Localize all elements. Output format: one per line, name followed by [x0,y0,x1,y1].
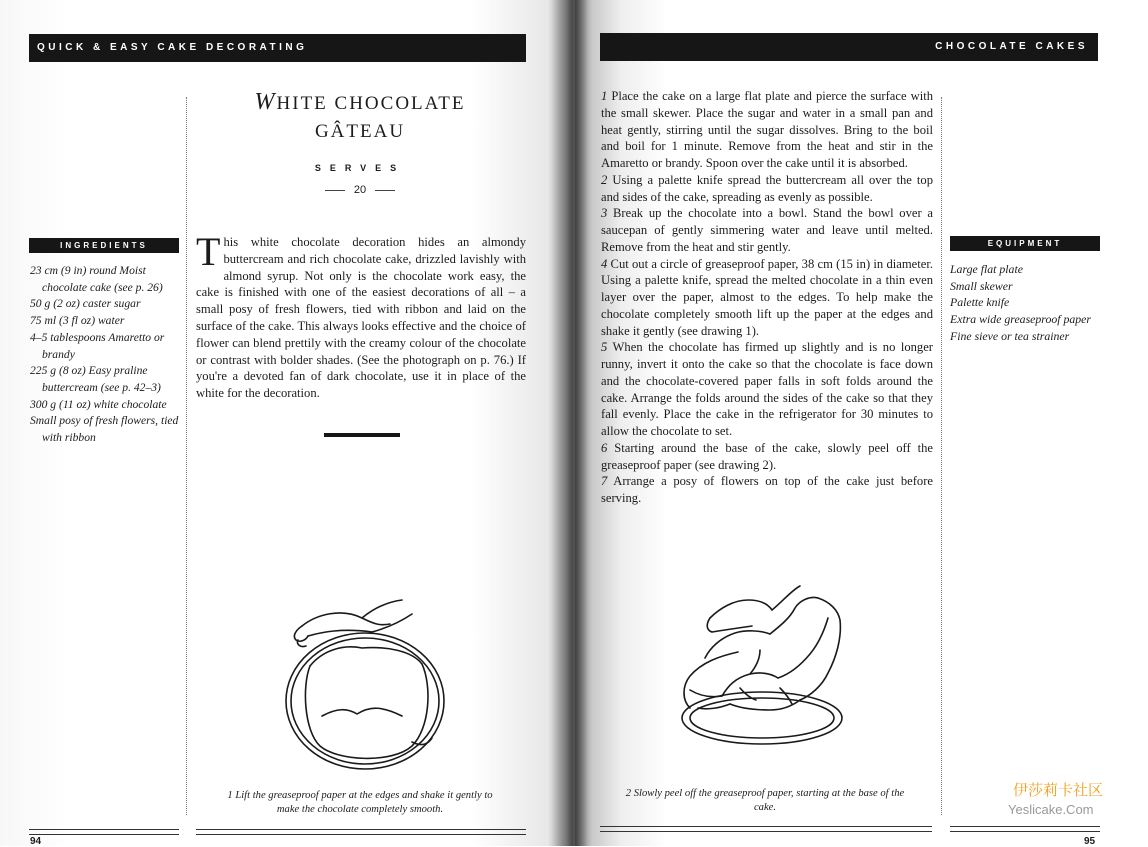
method-step: 1 Place the cake on a large flat plate and pierce the surface with the small skewer. Place the sugar and water in a small pan and heat gently, stirring until the sugar dissolves. Bring to the boil and boil for 1 minute. Remove from the heat and stir in the Amaretto or brandy. Spoon over the cake until it is absorbed. [601,89,933,170]
equipment-list [950,261,1100,345]
caption-drawing-2: 2 Slowly peel off the greaseproof paper, starting at the base of the cake. [625,788,905,813]
ingredient-item: Small posy of fresh flowers, tied with ribbon [30,414,179,445]
caption-drawing-1: 1 Lift the greaseproof paper at the edges and shake it gently to make the chocolate completely smooth. [227,790,493,815]
serves-dash-left [325,190,345,191]
intro-drop-cap: T [196,229,221,274]
ingredient-item: 23 cm (9 in) round Moist chocolate cake (see p. 26) [30,264,163,294]
footer-rule-equipment [950,826,1100,832]
method-step: 7 Arrange a posy of flowers on top of the cake just before serving. [601,474,933,505]
footer-rule-left-main [196,829,526,835]
title-initial: W [254,89,277,115]
recipe-title [195,88,525,146]
page-number-left: 94 [30,836,42,847]
ingredients-list [30,263,180,447]
method-steps [601,88,933,507]
intro-text: his white chocolate decoration hides an almondy buttercream and rich chocolate cake, drizzled lavishly with almond syrup. Not only is the chocolate work easy, the cake is finished with one of the easiest decorations of all – a small posy of fresh flowers, tied with ribbon and laid on the surface of the cake. This always looks effective and the choice of flower can blend prettily with the creamy colour of the chocolate or contrast with bolder shades. (See the photograph on p. 76.) If you're a devoted fan of dark chocolate, use it in place of the white for the decoration. [196,235,526,401]
ingredient-item: 300 g (11 oz) white chocolate [30,397,167,411]
watermark-url: Yeslicake.Com [1008,802,1094,817]
equipment-item: Palette knife [950,295,1010,310]
watermark-chinese: 伊莎莉卡社区 [1013,781,1104,799]
method-step: 6 Starting around the base of the cake, slowly peel off the greaseproof paper (see drawing 2). [601,440,933,472]
method-step: 3 Break up the chocolate into a bowl. Stand the bowl over a saucepan of gently simmering water and leave until melted. Remove from the heat and stir gently. [601,206,933,254]
section-divider [324,433,400,437]
method-step: 2 Using a palette knife spread the buttercream all over the top and sides of the cake, spreading as evenly as possible. [601,172,933,204]
method-step: 4 Cut out a circle of greaseproof paper, 38 cm (15 in) in diameter. Using a palette knife, spread the melted chocolate in a thin even layer over the paper, almost to the edges. To help make the chocolate completely smooth lift up the paper at the edges and shake it gently (see drawing 1). [601,256,933,338]
page-number-right: 95 [1084,836,1096,847]
ingredient-item: 75 ml (3 fl oz) water [30,314,125,328]
serves-count-row [195,184,525,196]
ingredient-item: 50 g (2 oz) caster sugar [30,297,141,311]
title-line-1: HITE CHOCOLATE [276,93,466,114]
ingredients-heading: INGREDIENTS [29,238,179,253]
running-head-left: QUICK & EASY CAKE DECORATING [29,34,526,62]
serves-dash-right [375,190,395,191]
equipment-item: Fine sieve or tea strainer [950,328,1070,343]
intro-paragraph [196,229,526,402]
footer-rule-right-main [600,826,932,832]
column-rule-right [941,97,942,815]
drawing-2-peeling-paper-illustration [660,578,870,758]
method-step: 5 When the chocolate has firmed up slightly and is no longer runny, invert it onto the cake so that the chocolate is face down and the chocolate-covered paper falls in soft folds around the cake. Arrange the folds around the sides of the cake so that they fall evenly. Place the cake in the refrigerator for 30 minutes to allow the chocolate to set. [601,340,934,438]
serves-label: SERVES [314,163,406,173]
footer-rule-ingredients [29,829,179,835]
ingredient-item: 225 g (8 oz) Easy praline buttercream (see p. 42–3) [30,364,161,394]
title-line-2: GÂTEAU [314,121,406,142]
equipment-item: Small skewer [950,278,1013,293]
equipment-item: Extra wide greaseproof paper [950,312,1091,327]
serves-count: 20 [353,184,367,196]
column-rule-left [186,97,187,815]
ingredient-item: 4–5 tablespoons Amaretto or brandy [30,330,165,361]
drawing-1-shaking-paper-illustration [262,596,467,776]
equipment-item: Large flat plate [950,262,1023,276]
equipment-heading: EQUIPMENT [950,236,1100,251]
running-head-right: CHOCOLATE CAKES [600,33,1098,61]
